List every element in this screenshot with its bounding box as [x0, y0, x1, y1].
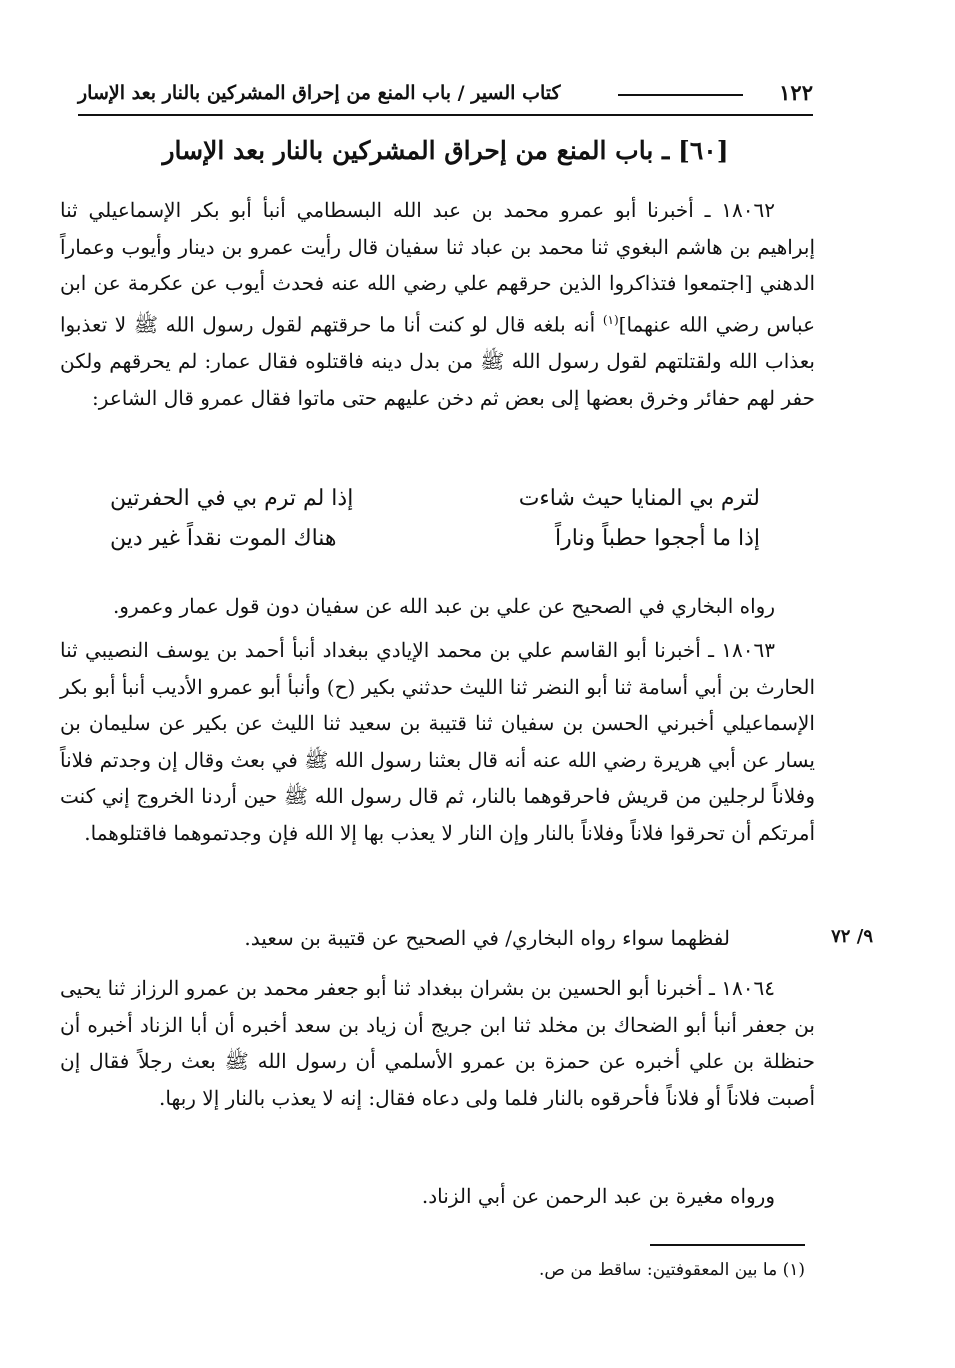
margin-reference: ٩/ ٧٢: [831, 926, 873, 947]
running-header: [78, 78, 813, 116]
footnote-marker: (١): [602, 312, 619, 327]
verse-2-first-hemistich: إذا ما أججوا حطباً وناراً: [554, 526, 760, 551]
bukhari-note-1: رواه البخاري في الصحيح عن علي بن عبد الله عن سفيان دون قول عمار وعمرو.: [112, 594, 775, 618]
verse-1-second-hemistich: إذا لم ترم بي في الحفرتين: [110, 486, 354, 511]
hadith-18063: ١٨٠٦٣ ـ أخبرنا أبو القاسم علي بن محمد الإيادي ببغداد أنبأ أحمد بن يوسف النصيبي ثنا الحارث بن أبي أسامة ثنا أبو النضر ثنا الليث حدثني بكير (ح) وأنبأ أبو عمرو الأديب أنبأ أبو بكر الإسماعيلي أخبرني الحسن بن سفيان ثنا قتيبة بن سعيد ثنا الليث عن بكير عن سليمان بن يسار عن أبي هريرة رضي الله عنه أنه قال بعثنا رسول الله ﷺ في بعث وقال إن وجدتم فلاناً وفلاناً لرجلين من قريش فاحرقوهما بالنار، ثم قال رسول الله ﷺ حين أردنا الخروج إني كنت أمرتكم أن تحرقوا فلاناً وفلاناً بالنار وإن النار لا يعذب بها إلا الله فإن وجدتموهما فاقتلوهما.: [60, 638, 815, 845]
poem: [100, 480, 760, 560]
hadith-18062-text-a: ١٨٠٦٢ ـ أخبرنا أبو عمرو محمد بن عبد الله البسطامي أنبأ أبو بكر الإسماعيلي ثنا إبراهيم بن هاشم البغوي ثنا محمد بن عباد ثنا سفيان قال رأيت عمرو بن دينار وأيوب وعماراً الدهني [اجتمعوا فتذاكروا الذين حرقهم علي رضي الله عنه فحدث أيوب عن عكرمة عن ابن عباس رضي الله عنهما]: [60, 198, 816, 337]
mughira-note: ورواه مغيرة بن عبد الرحمن عن أبي الزناد.: [421, 1184, 775, 1208]
hadith-18062: [60, 192, 815, 416]
chapter-title: [٦٠] ـ باب المنع من إحراق المشركين بالنار بعد الإسار: [162, 136, 729, 165]
running-title: كتاب السير / باب المنع من إحراق المشركين بالنار بعد الإسار: [78, 82, 561, 104]
header-dash-rule: [618, 94, 743, 96]
bukhari-note-2: لفظهما سواء رواه البخاري/ في الصحيح عن قتيبة بن سعيد.: [244, 926, 730, 950]
footnote-divider: [650, 1244, 805, 1246]
poem-verse-1: [100, 486, 760, 526]
hadith-18064: ١٨٠٦٤ ـ أخبرنا أبو الحسين بن بشران ببغداد ثنا أبو جعفر محمد بن عمرو الرزاز ثنا يحيى بن جعفر أنبأ أبو الضحاك بن مخلد ثنا ابن جريج أن زياد بن سعد أخبره أن أبا الزناد أخبره أن حنظلة بن علي أخبره عن حمزة بن عمرو الأسلمي أن رسول الله ﷺ بعث رجلاً فقال إن أصبت فلاناً أو فلاناً فأحرقوه بالنار فلما ولى دعاه فقال: إنه لا يعذب بالنار إلا ربها.: [60, 976, 815, 1110]
page-number: ١٢٢: [779, 80, 813, 105]
footnote: (١) ما بين المعقوفتين: ساقط من ص.: [539, 1260, 805, 1280]
hadith-18062-text-b: أنه بلغه قال لو كنت أنا ما حرقتهم لقول رسول الله ﷺ لا تعذبوا بعذاب الله ولقتلتهم لقول رسول الله ﷺ من بدل دينه فاقتلوه فقال عمار: لم يحرقهم ولكن حفر لهم حفائر وخرق بعضها إلى بعض ثم دخن عليهم حتى ماتوا فقال عمرو قال الشاعر:: [60, 312, 815, 410]
verse-1-first-hemistich: لترم بي المنايا حيث شاءت: [518, 486, 760, 511]
verse-2-second-hemistich: هناك الموت نقداً غير دين: [110, 526, 337, 551]
poem-verse-2: [100, 526, 760, 566]
